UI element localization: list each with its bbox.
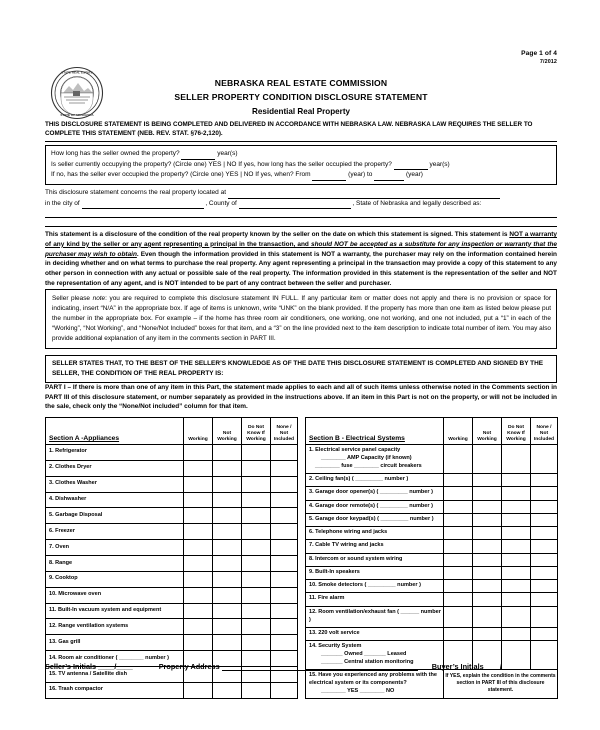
legal-notice-text: THIS DISCLOSURE STATEMENT IS BEING COMPLETED AND DELIVERED IN ACCORDANCE WITH NEBRASKA LAW. NEBRASKA LAW REQUIRES THE SELLER TO COMPLETE THIS STATEMENT (NEB. REV. STAT. §76-2,120). — [45, 121, 533, 138]
cell-working[interactable] — [184, 635, 213, 651]
cell-not-working[interactable] — [473, 540, 502, 553]
property-city-county-line: in the city of , County of , State of Nebraska and legally described as: — [45, 199, 557, 210]
section-b-item-15-note: If YES, explain the condition in the comments section in PART III of this disclosure statement. — [444, 669, 558, 698]
cell-dont-know[interactable] — [242, 571, 271, 587]
table-row: 12. Room ventilation/exhaust fan ( ______ number ) — [306, 606, 558, 627]
section-b-title: Section B - Electrical Systems — [306, 418, 444, 445]
cell-none[interactable] — [531, 593, 558, 606]
cell-working[interactable] — [444, 593, 473, 606]
cell-working[interactable] — [184, 587, 213, 603]
table-row: 14. Room air conditioner ( ________ number ) — [46, 651, 298, 667]
cell-none[interactable] — [271, 460, 298, 476]
cell-not-working[interactable] — [213, 508, 242, 524]
table-row: 6. Telephone wiring and jacks — [306, 527, 558, 540]
cell-dont-know[interactable] — [242, 524, 271, 540]
table-row: 2. Clothes Dryer — [46, 460, 298, 476]
section-a-table — [45, 417, 298, 699]
cell-working[interactable] — [444, 445, 473, 474]
table-row: 11. Fire alarm — [306, 593, 558, 606]
cell-working[interactable] — [184, 603, 213, 619]
cell-none[interactable] — [531, 606, 558, 627]
cell-none[interactable] — [271, 571, 298, 587]
cell-working[interactable] — [184, 492, 213, 508]
cell-dont-know[interactable] — [502, 606, 531, 627]
cell-not-working[interactable] — [473, 500, 502, 513]
cell-dont-know[interactable] — [242, 460, 271, 476]
county-blank[interactable] — [239, 202, 351, 209]
table-row — [306, 445, 558, 474]
to-year-blank[interactable] — [374, 174, 404, 181]
section-b-table — [305, 417, 558, 699]
cell-not-working[interactable] — [213, 603, 242, 619]
cell-working[interactable] — [444, 513, 473, 526]
cell-none[interactable] — [271, 682, 298, 698]
col-working-a: Working — [184, 418, 213, 445]
cell-not-working[interactable] — [473, 527, 502, 540]
cell-not-working[interactable] — [213, 524, 242, 540]
cell-none[interactable] — [531, 474, 558, 487]
cell-none[interactable] — [531, 445, 558, 474]
col-dont-know-b: Do Not Know If Working — [502, 418, 531, 445]
cell-not-working[interactable] — [473, 580, 502, 593]
table-row: 16. Trash compactor — [46, 682, 298, 698]
cell-working[interactable] — [184, 508, 213, 524]
cell-dont-know[interactable] — [502, 474, 531, 487]
col-none-b: None / Not Included — [531, 418, 558, 445]
cell-none[interactable] — [271, 508, 298, 524]
cell-dont-know[interactable] — [502, 527, 531, 540]
cell-working[interactable] — [444, 500, 473, 513]
cell-dont-know[interactable] — [242, 556, 271, 572]
legal-description-blank-1[interactable] — [45, 210, 557, 218]
cell-not-working[interactable] — [213, 587, 242, 603]
cell-working[interactable] — [444, 540, 473, 553]
table-row: 7. Oven — [46, 540, 298, 556]
cell-none[interactable] — [271, 603, 298, 619]
legal-description-blank-2[interactable] — [45, 219, 557, 227]
form-sheet — [45, 42, 557, 692]
cell-none[interactable] — [271, 476, 298, 492]
seller-note-box: Seller please note: you are required to complete this disclosure statement IN FULL. If any particular item or matter does not apply and there is no provision or space for indicating, insert “N/A” in the appropriate box. If age of items is unknown, write “UNK” on the blank provided. If the property has more than one item as listed below please put the number in the appropriate box. For example – if the home has three room air conditioners, one working, one not working, and one not included, put a “1” in each of the “Working”, “Not Working”, and “None/Not Included” boxes for that item, and a “3” on the line provided next to the item description to indicate total number of item. You may also provide additional explanation of any item in the comments section in PART III. — [45, 289, 557, 349]
cell-dont-know[interactable] — [502, 513, 531, 526]
cell-not-working[interactable] — [213, 445, 242, 461]
table-row: 15. TV antenna / Satellite dish — [46, 667, 298, 683]
cell-working[interactable] — [444, 527, 473, 540]
table-row: 3. Clothes Washer — [46, 476, 298, 492]
cell-none[interactable] — [271, 445, 298, 461]
cell-none[interactable] — [531, 627, 558, 640]
cell-not-working[interactable] — [213, 460, 242, 476]
cell-not-working[interactable] — [473, 513, 502, 526]
cell-not-working[interactable] — [473, 593, 502, 606]
sellers-initials-label[interactable]: Seller’s Initials ____/____ — [45, 662, 133, 671]
col-not-working-a: Not Working — [213, 418, 242, 445]
cell-not-working[interactable] — [473, 553, 502, 566]
cell-dont-know[interactable] — [242, 445, 271, 461]
cell-not-working[interactable] — [213, 556, 242, 572]
cell-working[interactable] — [184, 460, 213, 476]
table-row: 4. Dishwasher — [46, 492, 298, 508]
cell-dont-know[interactable] — [242, 603, 271, 619]
svg-text:STATE OF NEBRASKA: STATE OF NEBRASKA — [60, 113, 94, 117]
form-revision-date: 7/2012 — [539, 58, 557, 65]
property-address-blank[interactable] — [228, 192, 500, 199]
cell-working[interactable] — [184, 682, 213, 698]
table-row: 6. Freezer — [46, 524, 298, 540]
table-row: 3. Garage door opener(s) ( _________ number ) — [306, 487, 558, 500]
cell-dont-know[interactable] — [242, 492, 271, 508]
cell-not-working[interactable] — [213, 476, 242, 492]
cell-not-working[interactable] — [473, 445, 502, 474]
cell-dont-know[interactable] — [242, 682, 271, 698]
section-b-item-14: 14. Security System _______ Owned _______ Leased _______ Central station monitoring — [306, 640, 444, 669]
cell-dont-know[interactable] — [242, 635, 271, 651]
question-ownership-duration: How long has the seller owned the property? year(s) — [51, 149, 552, 160]
cell-dont-know[interactable] — [242, 619, 271, 635]
cell-none[interactable] — [531, 513, 558, 526]
section-a-title: Section A -Appliances — [46, 418, 184, 445]
cell-working[interactable] — [444, 606, 473, 627]
document-title-block — [45, 77, 557, 119]
table-row: 10. Microwave oven — [46, 587, 298, 603]
cell-dont-know[interactable] — [502, 540, 531, 553]
table-row: 2. Ceiling fan(s) ( _________ number ) — [306, 474, 558, 487]
title-line-statement: SELLER PROPERTY CONDITION DISCLOSURE STATEMENT — [174, 91, 428, 102]
col-dont-know-a: Do Not Know If Working — [242, 418, 271, 445]
cell-none[interactable] — [531, 500, 558, 513]
cell-dont-know[interactable] — [502, 593, 531, 606]
footer-property-address-blank[interactable] — [222, 664, 418, 671]
occupied-years-blank[interactable] — [394, 163, 428, 170]
section-b-item-1: 1. Electrical service panel capacity ________ AMP Capacity (if known) ________ fuse ________ circuit breakers — [306, 445, 444, 474]
cell-none[interactable] — [531, 540, 558, 553]
property-address-label: Property Address — [158, 662, 220, 671]
cell-none[interactable] — [531, 487, 558, 500]
table-row: 13. Gas grill — [46, 635, 298, 651]
question-currently-occupying: Is seller currently occupying the property? (Circle one) YES | NO If yes, how long has the seller occupied the property? year(s) — [51, 160, 552, 171]
cell-dont-know[interactable] — [242, 476, 271, 492]
cell-none[interactable] — [271, 619, 298, 635]
cell-working[interactable] — [444, 627, 473, 640]
cell-none[interactable] — [531, 527, 558, 540]
cell-not-working[interactable] — [473, 474, 502, 487]
cell-dont-know[interactable] — [502, 553, 531, 566]
section-b-item-15: 15. Have you experienced any problems with the electrical system or its components? ________ YES ________ NO — [306, 669, 444, 698]
cell-none[interactable] — [271, 556, 298, 572]
property-located-at-line: This disclosure statement concerns the real property located at — [45, 188, 557, 199]
cell-working[interactable] — [444, 566, 473, 579]
cell-not-working[interactable] — [213, 635, 242, 651]
cell-working[interactable] — [444, 474, 473, 487]
cell-not-working[interactable] — [473, 606, 502, 627]
cell-none[interactable] — [271, 492, 298, 508]
svg-text:STATE REAL ESTATE: STATE REAL ESTATE — [61, 70, 93, 75]
ownership-years-blank[interactable] — [181, 153, 215, 160]
cell-working[interactable] — [444, 487, 473, 500]
table-row: 5. Garbage Disposal — [46, 508, 298, 524]
cell-not-working[interactable] — [473, 487, 502, 500]
cell-working[interactable] — [184, 476, 213, 492]
cell-working[interactable] — [184, 445, 213, 461]
table-row: 8. Intercom or sound system wiring — [306, 553, 558, 566]
cell-not-working[interactable] — [213, 492, 242, 508]
cell-working[interactable] — [184, 556, 213, 572]
col-working-b: Working — [444, 418, 473, 445]
disclaimer-paragraph: This statement is a disclosure of the condition of the real property known by the seller on the date on which this statement is signed. This statement is NOT a warranty of any kind by the seller or any agent representing a principal in the transaction, and should NOT be accepted as a substitute for any inspection or warranty that the purchaser may wish to obtain. Even though the information provided in this statement is NOT a warranty, the purchaser may rely on the information contained herein in deciding whether and on what terms to purchase the real property. Any agent representing a principal in the transaction may provide a copy of this statement to any other person in connection with any actual or possible sale of the real property. The information provided in this statement is the representation of the seller and NOT the representation of any agent, and is NOT intended to be part of any contract between the seller and purchaser. — [45, 231, 558, 287]
table-row: 9. Cooktop — [46, 571, 298, 587]
table-row: 8. Range — [46, 556, 298, 572]
table-row: 5. Garage door keypad(s) ( _________ number ) — [306, 513, 558, 526]
col-not-working-b: Not Working — [473, 418, 502, 445]
condition-tables — [45, 417, 557, 699]
cell-working[interactable] — [184, 540, 213, 556]
table-row: 12. Range ventilation systems — [46, 619, 298, 635]
cell-none[interactable] — [271, 524, 298, 540]
cell-working[interactable] — [444, 580, 473, 593]
cell-working[interactable] — [184, 524, 213, 540]
cell-dont-know[interactable] — [242, 540, 271, 556]
cell-dont-know[interactable] — [502, 487, 531, 500]
table-row: 13. 220 volt service — [306, 627, 558, 640]
cell-not-working[interactable] — [213, 619, 242, 635]
cell-dont-know[interactable] — [242, 508, 271, 524]
cell-none[interactable] — [271, 587, 298, 603]
title-line-commission: NEBRASKA REAL ESTATE COMMISSION — [214, 78, 388, 88]
cell-none[interactable] — [271, 540, 298, 556]
cell-not-working[interactable] — [213, 682, 242, 698]
cell-none[interactable] — [531, 580, 558, 593]
property-location-block — [45, 188, 557, 227]
cell-none[interactable] — [531, 566, 558, 579]
cell-not-working[interactable] — [213, 540, 242, 556]
cell-dont-know[interactable] — [502, 500, 531, 513]
cell-working[interactable] — [184, 619, 213, 635]
header-divider — [45, 141, 557, 142]
buyers-initials-label[interactable]: Buyer’s Initials____/____ — [431, 662, 519, 671]
table-row: 11. Built-In vacuum system and equipment — [46, 603, 298, 619]
cell-dont-know[interactable] — [502, 627, 531, 640]
cell-working[interactable] — [444, 553, 473, 566]
cell-dont-know[interactable] — [502, 566, 531, 579]
cell-none[interactable] — [531, 553, 558, 566]
title-line-subtitle: Residential Real Property — [251, 106, 351, 116]
table-row: 10. Smoke detectors ( _________ number ) — [306, 580, 558, 593]
part-one-instructions: PART I – If there is more than one of any item in this Part, the statement made applies to each and all of such items unless otherwise noted in the Comments section in PART III of this disclosure statement, or number separately as provided in the instructions above. If an item in this Part is not on the property, or will not be included in the sale, check only the “None/Not included” column for that item. — [45, 384, 557, 411]
cell-dont-know[interactable] — [502, 445, 531, 474]
table-row: 9. Built-In speakers — [306, 566, 558, 579]
table-row — [306, 669, 558, 698]
col-none-a: None / Not Included — [271, 418, 298, 445]
from-year-blank[interactable] — [312, 174, 346, 181]
cell-not-working[interactable] — [473, 566, 502, 579]
cell-dont-know[interactable] — [502, 580, 531, 593]
cell-working[interactable] — [184, 571, 213, 587]
question-ever-occupied: If no, has the seller ever occupied the property? (Circle one) YES | NO If yes, when? From (year) to (year) — [51, 170, 552, 181]
initials-footer — [45, 662, 557, 671]
cell-not-working[interactable] — [473, 627, 502, 640]
cell-dont-know[interactable] — [242, 587, 271, 603]
seller-states-box: SELLER STATES THAT, TO THE BEST OF THE SELLER’S KNOWLEDGE AS OF THE DATE THIS DISCLOSURE STATEMENT IS COMPLETED AND SIGNED BY THE SELLER, THE CONDITION OF THE REAL PROPERTY IS: — [45, 355, 557, 383]
page-meta — [521, 50, 557, 66]
seller-occupancy-questions-box — [45, 145, 557, 185]
city-blank[interactable] — [82, 202, 204, 209]
page-number-label: Page 1 of 4 — [521, 50, 557, 57]
cell-none[interactable] — [271, 635, 298, 651]
table-row: 4. Garage door remote(s) ( _________ number ) — [306, 500, 558, 513]
table-row: 7. Cable TV wiring and jacks — [306, 540, 558, 553]
table-row: 1. Refrigerator — [46, 445, 298, 461]
cell-not-working[interactable] — [213, 571, 242, 587]
